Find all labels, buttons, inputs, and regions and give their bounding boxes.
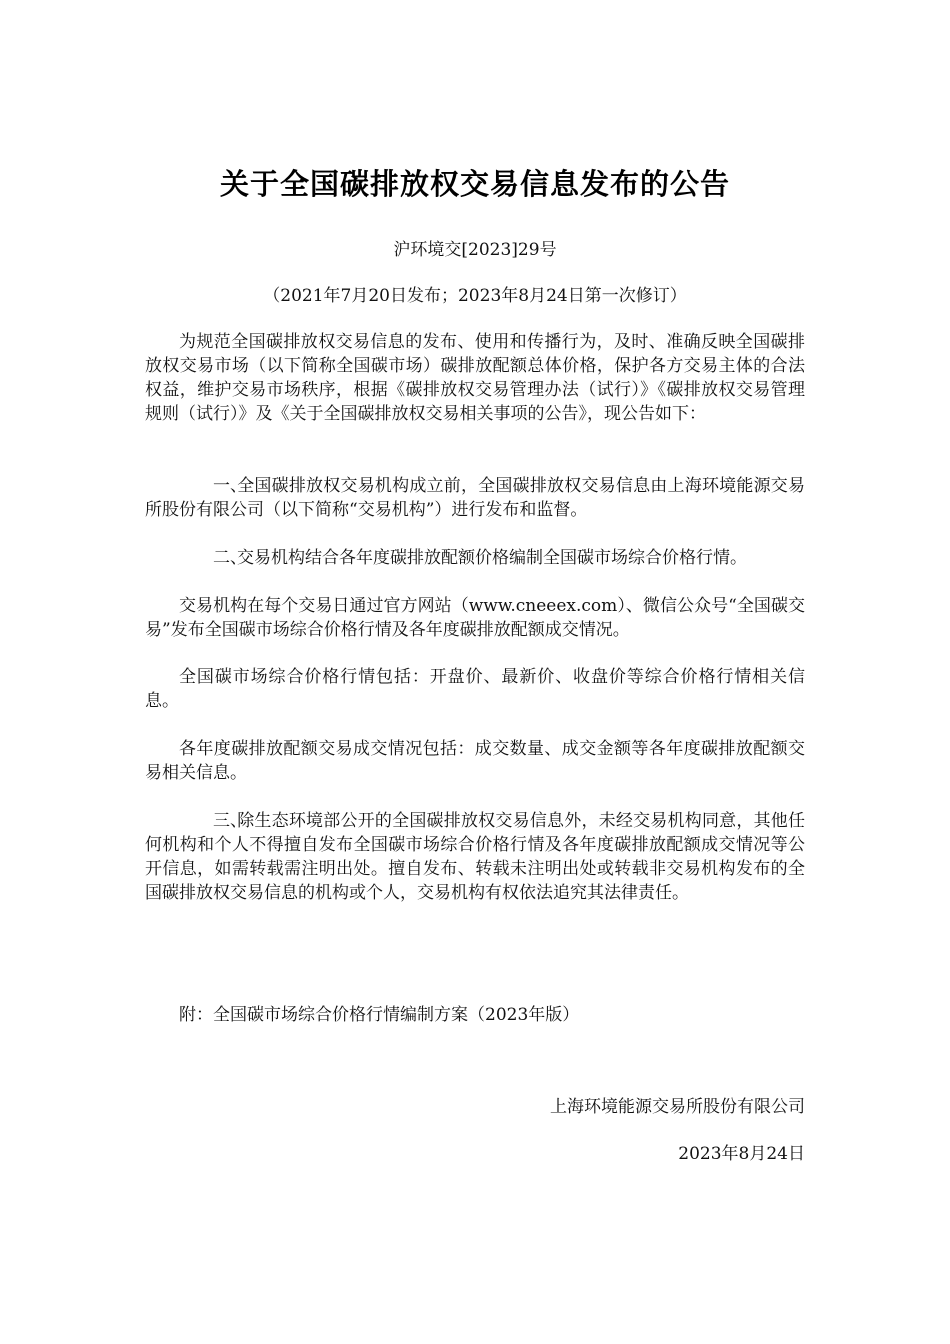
document-number: 沪环境交[2023]29号	[393, 240, 557, 260]
section-two-detail-price-info: 全国碳市场综合价格行情包括：开盘价、最新价、收盘价等综合价格行情相关信息。	[145, 667, 805, 711]
section-two-paragraph	[145, 546, 805, 570]
section-one-number: 一、	[213, 476, 247, 496]
section-two-number: 二、	[213, 548, 247, 568]
section-three-number: 三、	[213, 811, 247, 831]
document-title: 关于全国碳排放权交易信息发布的公告	[219, 167, 730, 201]
signature-date: 2023年8月24日	[678, 1144, 805, 1164]
section-two-text: 交易机构结合各年度碳排放配额价格编制全国碳市场综合价格行情。	[237, 548, 747, 568]
section-two-detail-trading-info: 各年度碳排放配额交易成交情况包括：成交数量、成交金额等各年度碳排放配额交易相关信息。	[145, 739, 805, 783]
publication-info: （2021年7月20日发布；2023年8月24日第一次修订）	[263, 286, 687, 306]
section-one-paragraph	[145, 474, 805, 522]
section-one-text: 全国碳排放权交易机构成立前，全国碳排放权交易信息由上海环境能源交易所股份有限公司（以下简称“交易机构”）进行发布和监督。	[145, 476, 805, 520]
section-two-detail-publishing: 交易机构在每个交易日通过官方网站（www.cneeex.com）、微信公众号“全国碳交易”发布全国碳市场综合价格行情及各年度碳排放配额成交情况。	[145, 596, 805, 640]
signer-organization: 上海环境能源交易所股份有限公司	[550, 1097, 805, 1117]
section-three-paragraph	[145, 809, 805, 905]
section-three-text: 除生态环境部公开的全国碳排放权交易信息外，未经交易机构同意，其他任何机构和个人不得擅自发布全国碳市场综合价格行情及各年度碳排放配额成交情况等公开信息，如需转载需注明出处。擅自发布、转载未注明出处或转载非交易机构发布的全国碳排放权交易信息的机构或个人，交易机构有权依法追究其法律责任。	[145, 811, 805, 903]
attachment-line: 附：全国碳市场综合价格行情编制方案（2023年版）	[179, 1005, 580, 1025]
intro-paragraph: 为规范全国碳排放权交易信息的发布、使用和传播行为，及时、准确反映全国碳排放权交易市场（以下简称全国碳市场）碳排放配额总体价格，保护各方交易主体的合法权益，维护交易市场秩序，根据《碳排放权交易管理办法（试行）》《碳排放权交易管理规则（试行）》及《关于全国碳排放权交易相关事项的公告》，现公告如下：	[145, 332, 805, 424]
